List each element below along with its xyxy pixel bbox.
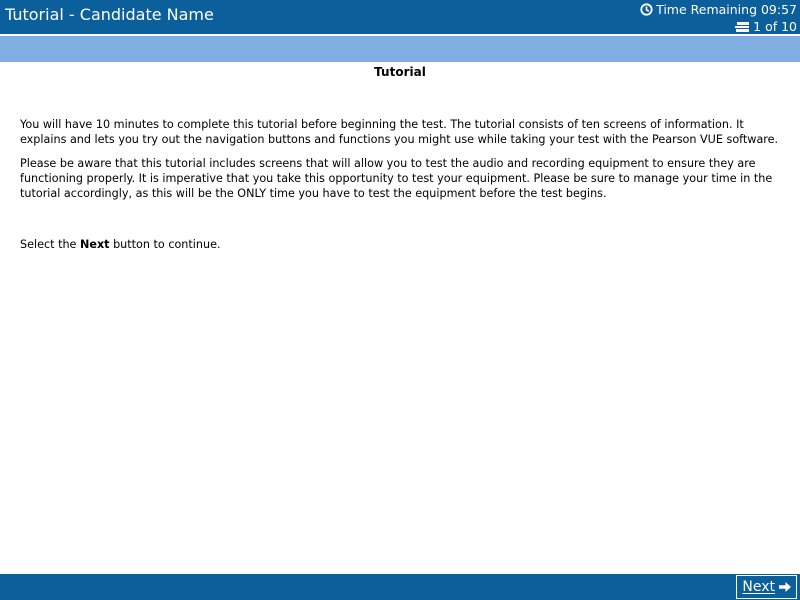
toolbar-strip	[0, 36, 800, 62]
question-progress: 1 of 10	[753, 19, 797, 34]
time-remaining: Time Remaining 09:57	[656, 2, 797, 17]
arrow-right-icon	[778, 580, 792, 594]
title-bar	[0, 0, 800, 36]
next-button[interactable]	[736, 575, 797, 599]
instruction-suffix: button to continue.	[109, 238, 221, 251]
page-title: Tutorial	[374, 65, 426, 79]
instruction-next-keyword: Next	[80, 238, 110, 251]
continue-instruction	[20, 237, 782, 252]
instruction-prefix: Select the	[20, 238, 80, 251]
status-panel	[640, 1, 797, 35]
main-content	[0, 62, 800, 574]
tutorial-text	[20, 117, 782, 261]
window-title: Tutorial - Candidate Name	[5, 5, 214, 24]
intro-paragraph: You will have 10 minutes to complete this tutorial before beginning the test. The tutorial consists of ten screens of information. It explains and lets you try out the navigation buttons and functions you might use while taking your test with the Pearson VUE software.	[20, 118, 779, 146]
question-count-icon	[734, 21, 750, 33]
clock-icon	[640, 3, 653, 16]
progress-row	[640, 18, 797, 35]
equipment-paragraph: Please be aware that this tutorial includes screens that will allow you to test the audio and recording equipment to ensure they are functioning properly. It is imperative that you take this opportunity to test your equipment. Please be sure to manage your time in the tutorial accordingly, as this will be the ONLY time you have to test the equipment before the test begins.	[20, 157, 773, 200]
navigation-bar	[0, 574, 800, 600]
next-label: Next	[742, 579, 775, 595]
time-remaining-row	[640, 1, 797, 18]
